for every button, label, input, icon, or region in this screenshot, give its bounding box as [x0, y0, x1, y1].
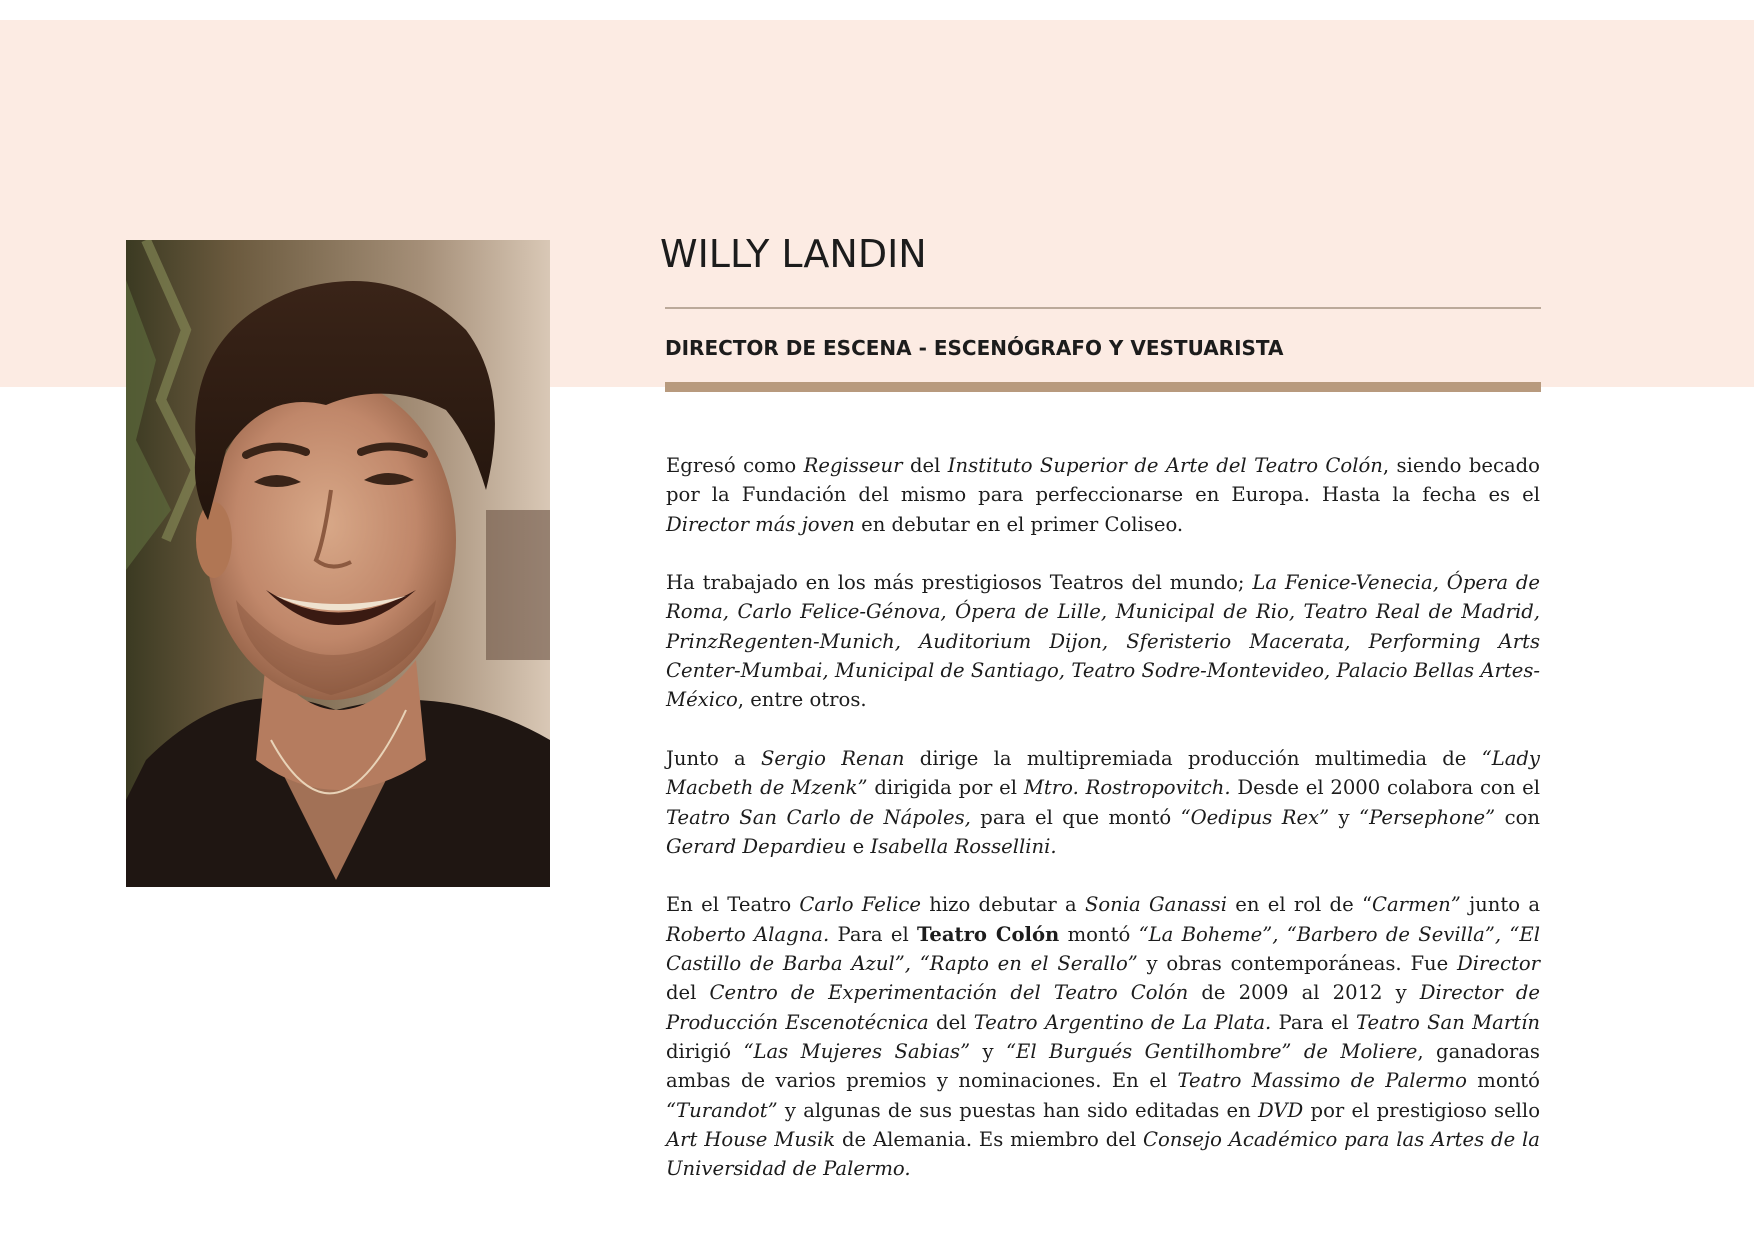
- bio-text-run: Centro de Experimentación del Teatro Colón: [709, 981, 1189, 1005]
- bio-text-run: , siendo becado por la Fundación del mismo para perfeccionarse en Europa. Hasta la fecha es el: [666, 454, 1540, 507]
- bio-text-run: Sonia Ganassi: [1084, 893, 1228, 917]
- bio-text-run: Teatro Massimo de Palermo: [1177, 1069, 1467, 1093]
- bio-text-run: La Fenice-Venecia, Ópera de Roma, Carlo Felice-Génova, Ópera de Lille, Municipal de Rio, Teatro Real de Madrid, PrinzRegenten-Munich, Auditorium Dijon, Sferisterio Macerata, Performing Arts Center-Mumbai, Municipal de Santiago, Teatro Sodre-Montevideo, Palacio Bellas Artes-México: [666, 571, 1540, 712]
- bio-text-run: del: [666, 981, 710, 1005]
- bio-text-run: “Persephone”: [1359, 805, 1496, 829]
- bio-text-run: y: [1329, 805, 1360, 829]
- bio-text-run: Roberto Alagna.: [666, 922, 830, 946]
- bio-text-run: Carmen”: [1371, 893, 1461, 917]
- bio-text-run: Teatro San Martín: [1355, 1010, 1540, 1034]
- bio-text-run: junto a: [1460, 893, 1541, 917]
- bio-text-run: Instituto Superior de Arte del Teatro Colón: [947, 454, 1383, 477]
- bio-text-run: Teatro San Carlo de Nápoles,: [666, 805, 971, 829]
- bio-text-run: Sergio Renan: [760, 746, 905, 770]
- portrait-image: [126, 240, 550, 887]
- bio-text-run: Consejo Académico para las Artes de la Universidad de Palermo.: [666, 1127, 1540, 1181]
- bio-text-run: DVD: [1258, 1098, 1304, 1122]
- bio-text-run: “El Burgués Gentilhombre” de Moliere: [1006, 1039, 1418, 1063]
- bio-text-run: Egresó como: [666, 454, 804, 477]
- bio-text-run: e: [846, 834, 871, 858]
- bio-text-run: En el Teatro: [666, 893, 800, 917]
- bio-text-run: montó: [1466, 1069, 1540, 1093]
- bio-text-run: hizo debutar a: [921, 893, 1085, 917]
- bio-text-run: Director más joven: [666, 512, 855, 536]
- bio-text-run: dirige la multipremiada producción multimedia de: [904, 746, 1482, 770]
- bio-text-run: y algunas de sus puestas han sido editadas en: [777, 1098, 1259, 1122]
- person-name: WILLY LANDIN: [660, 232, 927, 276]
- bio-text-run: “Turandot”: [666, 1098, 778, 1122]
- biography: [666, 451, 1540, 1213]
- bio-text-run: dirigida por el: [867, 776, 1024, 800]
- bio-text-run: en el rol de “: [1227, 893, 1372, 917]
- role-title: DIRECTOR DE ESCENA - ESCENÓGRAFO Y VESTUARISTA: [665, 336, 1284, 360]
- bio-text-run: y obras contemporáneas. Fue: [1137, 952, 1458, 976]
- accent-rule: [665, 382, 1541, 392]
- bio-text-run: “Oedipus Rex”: [1180, 805, 1330, 829]
- bio-text-run: y: [970, 1039, 1007, 1063]
- bio-text-run: Mtro. Rostropovitch.: [1023, 776, 1231, 800]
- bio-text-run: Desde el 2000 colabora con el: [1230, 776, 1540, 800]
- bio-text-run: “Lady Macbeth de Mzenk”: [666, 746, 1540, 800]
- bio-text-run: Teatro Argentino de La Plata.: [973, 1010, 1272, 1034]
- bio-text-run: Ha trabajado en los más prestigiosos Teatros del mundo;: [666, 571, 1253, 595]
- bio-text-run: Isabella Rossellini.: [870, 834, 1057, 858]
- bio-text-run: por el prestigioso sello: [1303, 1098, 1540, 1122]
- bio-text-run: con: [1495, 805, 1540, 829]
- bio-paragraph-4: [666, 890, 1540, 1183]
- bio-text-run: Gerard Depardieu: [666, 834, 847, 858]
- bio-text-run: Art House Musik: [666, 1127, 836, 1151]
- bio-text-run: Director de Producción Escenotécnica: [666, 981, 1540, 1034]
- bio-text-run: “La Boheme”, “Barbero de Sevilla”, “El Castillo de Barba Azul”, “Rapto en el Serallo”: [666, 922, 1540, 976]
- bio-text-run: Regisseur: [803, 454, 903, 477]
- bio-text-run: Teatro Colón: [917, 922, 1060, 946]
- bio-text-run: dirigió: [666, 1039, 744, 1063]
- bio-text-run: Junto a: [666, 746, 761, 770]
- bio-text-run: “Las Mujeres Sabias”: [743, 1039, 971, 1063]
- bio-text-run: de Alemania. Es miembro del: [835, 1127, 1143, 1151]
- bio-text-run: del: [902, 454, 948, 477]
- name-divider: [665, 307, 1541, 309]
- bio-text-run: montó: [1059, 922, 1139, 946]
- bio-text-run: , entre otros.: [737, 688, 867, 712]
- bio-text-run: para el que montó: [970, 805, 1181, 829]
- bio-text-run: Para el: [1271, 1010, 1356, 1034]
- bio-text-run: de 2009 al 2012 y: [1188, 981, 1420, 1005]
- bio-text-run: del: [928, 1010, 974, 1034]
- bio-text-run: , ganadoras ambas de varios premios y nominaciones. En el: [666, 1039, 1540, 1093]
- bio-text-run: en debutar en el primer Coliseo.: [854, 512, 1184, 536]
- portrait-photo: [126, 240, 550, 887]
- bio-text-run: Carlo Felice: [799, 893, 922, 917]
- bio-paragraph-3: [666, 744, 1540, 861]
- bio-text-run: Director: [1457, 952, 1540, 976]
- bio-paragraph-2: [666, 568, 1540, 714]
- bio-paragraph-1: [666, 451, 1540, 539]
- bio-text-run: Para el: [829, 922, 918, 946]
